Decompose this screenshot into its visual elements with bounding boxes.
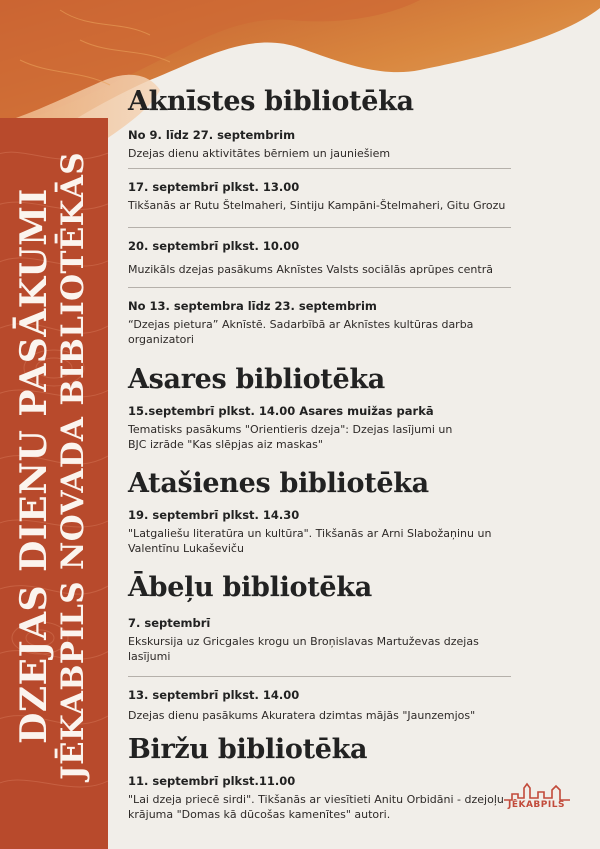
- event-description: Tikšanās ar Rutu Štelmaheri, Sintiju Kampāni-Štelmaheri, Gitu Grozu: [128, 199, 506, 212]
- divider: [128, 287, 511, 288]
- divider: [128, 676, 511, 677]
- event-description: Dzejas dienu aktivitātes bērniem un jauniešiem: [128, 147, 391, 160]
- poster-title-line1: DZEJAS DIENU PASĀKUMI: [13, 188, 55, 744]
- section-title-aknistes: Aknīstes bibliotēka: [128, 86, 414, 117]
- event-date: No 9. līdz 27. septembrim: [128, 128, 296, 142]
- event-date: 20. septembrī plkst. 10.00: [128, 239, 300, 253]
- event-description: "Lai dzeja priecē sirdi". Tikšanās ar viesītieti Anitu Orbidāni - dzejoļu krājuma "Domas kā dūcošas kamenītes" autori.: [128, 793, 504, 821]
- logo-text: JĒKABPILS: [508, 800, 565, 810]
- event-date: 17. septembrī plkst. 13.00: [128, 180, 300, 194]
- vertical-poster-title: [15, 126, 93, 806]
- event-description: Muzikāls dzejas pasākums Aknīstes Valsts sociālās aprūpes centrā: [128, 263, 493, 276]
- event-description: "Latgaliešu literatūra un kultūra". Tikšanās ar Arni Slabožaņinu un Valentīnu Lukaševiču: [128, 527, 492, 555]
- event-date: 13. septembrī plkst. 14.00: [128, 688, 300, 702]
- event-description: Ekskursija uz Gricgales krogu un Broņislavas Martuževas dzejas lasījumi: [128, 635, 479, 663]
- divider: [128, 227, 511, 228]
- event-date: 15.septembrī plkst. 14.00 Asares muižas parkā: [128, 404, 434, 418]
- section-title-atasienes: Atašienes bibliotēka: [128, 468, 429, 499]
- section-title-asares: Asares bibliotēka: [128, 364, 385, 395]
- poster-title-line2: JĒKABPILS NOVADA BIBLIOTĒKĀS: [55, 152, 91, 780]
- city-skyline-logo: [500, 780, 575, 816]
- event-description: “Dzejas pietura” Aknīstē. Sadarbībā ar Aknīstes kultūras darba organizatori: [128, 318, 474, 346]
- event-date: 19. septembrī plkst. 14.30: [128, 508, 300, 522]
- divider: [128, 168, 511, 169]
- event-date: 11. septembrī plkst.11.00: [128, 774, 296, 788]
- event-date: No 13. septembra līdz 23. septembrim: [128, 299, 377, 313]
- section-title-abelu: Ābeļu bibliotēka: [128, 572, 372, 603]
- event-description: Dzejas dienu pasākums Akuratera dzimtas mājās "Jaunzemjos": [128, 709, 476, 722]
- event-description: Tematisks pasākums "Orientieris dzeja": Dzejas lasījumi un BJC izrāde "Kas slēpjas aiz maskas": [128, 423, 453, 451]
- section-title-birzu: Biržu bibliotēka: [128, 734, 368, 765]
- event-date: 7. septembrī: [128, 616, 211, 630]
